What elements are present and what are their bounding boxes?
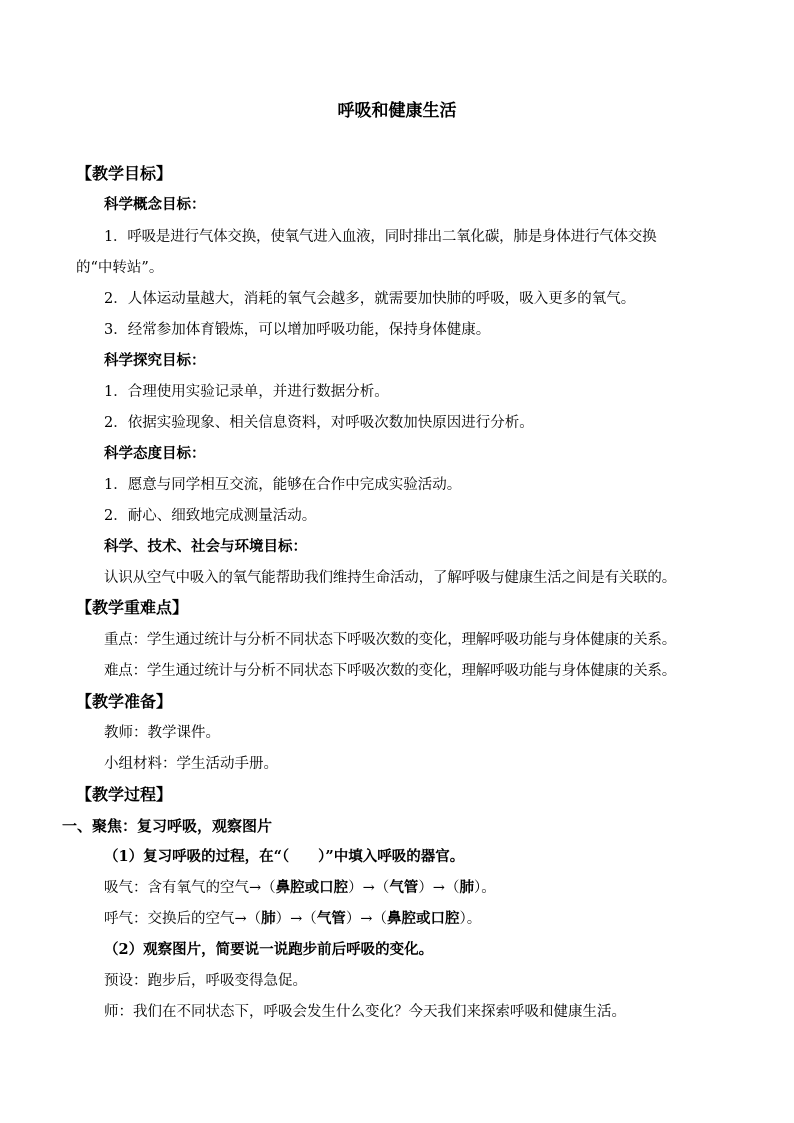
teacher-line: 师：我们在不同状态下，呼吸会发生什么变化？今天我们来探索呼吸和健康生活。 <box>104 1004 626 1020</box>
subheading-attitude-goals: 科学态度目标： <box>104 445 206 462</box>
process-part-1-heading: 一、聚焦：复习呼吸，观察图片 <box>62 817 273 835</box>
concept-item-3: 3．经常参加体育锻炼，可以增加呼吸功能，保持身体健康。 <box>104 322 491 338</box>
key-point-line: 重点：学生通过统计与分析不同状态下呼吸次数的变化，理解呼吸功能与身体健康的关系。 <box>104 632 676 648</box>
inhale-end: ）。 <box>473 880 496 896</box>
preparation-teacher: 教师：教学课件。 <box>104 725 220 741</box>
concept-item-1-line-1: 1．呼吸是进行气体交换，使氧气进入血液，同时排出二氧化碳，肺是身体进行气体交换 <box>104 229 657 245</box>
preparation-group: 小组材料：学生活动手册。 <box>104 756 278 772</box>
preset-line: 预设：跑步后，呼吸变得急促。 <box>104 973 307 989</box>
inhale-sep-1: ）→（ <box>348 880 390 896</box>
attitude-item-1: 1．愿意与同学相互交流，能够在合作中完成实验活动。 <box>104 477 462 493</box>
section-heading-key-points: 【教学重难点】 <box>76 598 189 617</box>
subheading-inquiry-goals: 科学探究目标： <box>104 352 206 369</box>
section-heading-goals: 【教学目标】 <box>76 164 173 183</box>
process-step-2: （2）观察图片，简要说一说跑步前后呼吸的变化。 <box>104 941 434 958</box>
page-title: 呼吸和健康生活 <box>337 101 457 121</box>
exhale-sep-1: ）→（ <box>275 911 317 927</box>
difficult-point-line: 难点：学生通过统计与分析不同状态下呼吸次数的变化，理解呼吸功能与身体健康的关系。 <box>104 663 676 679</box>
inhale-answer-2: 气管 <box>389 879 419 896</box>
inquiry-item-1: 1．合理使用实验记录单，并进行数据分析。 <box>104 384 389 400</box>
attitude-item-2: 2．耐心、细致地完成测量活动。 <box>104 508 317 524</box>
inhale-line <box>104 878 496 898</box>
exhale-end: ）。 <box>459 911 482 927</box>
process-step-1: （1）复习呼吸的过程，在“（ ）”中填入呼吸的器官。 <box>104 848 465 865</box>
section-heading-process: 【教学过程】 <box>76 785 173 804</box>
exhale-answer-3: 鼻腔或口腔 <box>386 910 460 927</box>
exhale-answer-1: 肺 <box>261 910 276 927</box>
sts-item-1: 认识从空气中吸入的氧气能帮助我们维持生命活动，了解呼吸与健康生活之间是有关联的。 <box>104 570 676 586</box>
subheading-sts-goals: 科学、技术、社会与环境目标： <box>104 538 307 555</box>
concept-item-2: 2．人体运动量越大，消耗的氧气会越多，就需要加快肺的呼吸，吸入更多的氧气。 <box>104 291 636 307</box>
exhale-answer-2: 气管 <box>316 910 346 927</box>
subheading-concept-goals: 科学概念目标： <box>104 196 206 213</box>
exhale-sep-2: ）→（ <box>345 911 387 927</box>
section-heading-preparation: 【教学准备】 <box>76 692 173 711</box>
exhale-line <box>104 909 481 929</box>
concept-item-1-line-2: 的“中转站”。 <box>76 260 164 276</box>
inhale-answer-3: 肺 <box>459 879 474 896</box>
inquiry-item-2: 2．依据实验现象、相关信息资料，对呼吸次数加快原因进行分析。 <box>104 415 534 431</box>
exhale-label: 呼气：交换后的空气→（ <box>104 911 262 927</box>
inhale-sep-2: ）→（ <box>418 880 460 896</box>
inhale-label: 吸气：含有氧气的空气→（ <box>104 880 276 896</box>
inhale-answer-1: 鼻腔或口腔 <box>275 879 349 896</box>
